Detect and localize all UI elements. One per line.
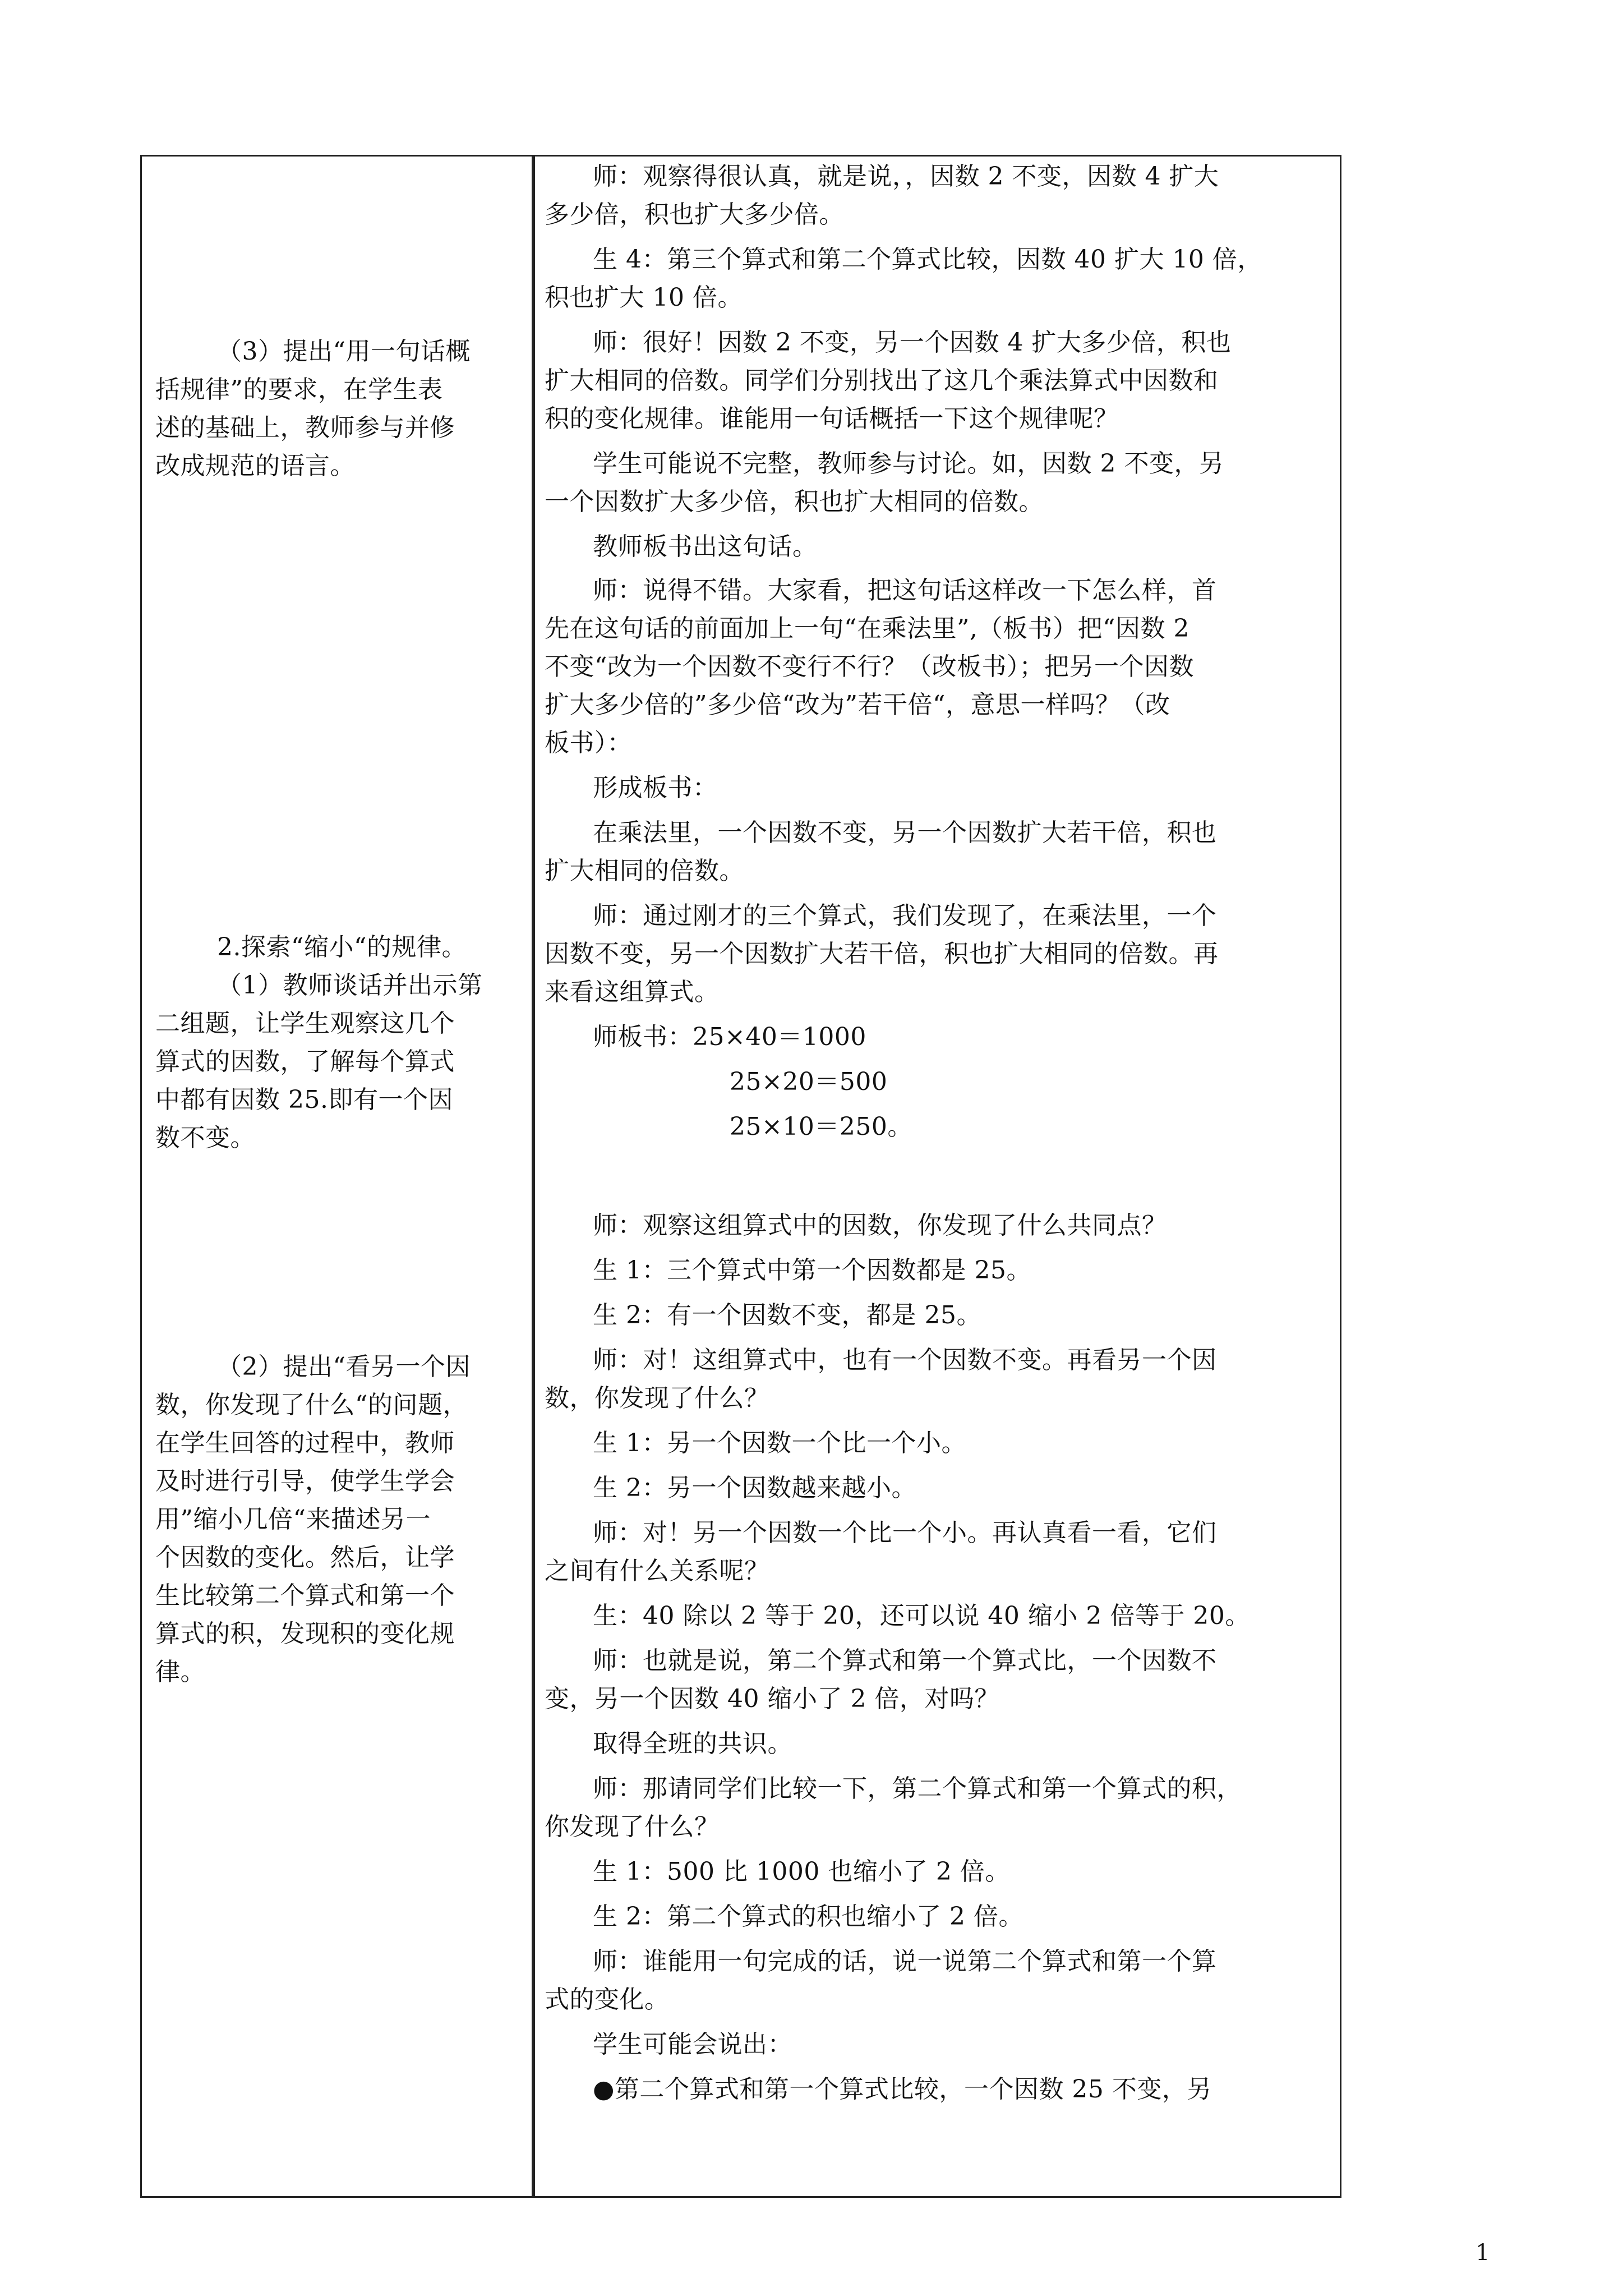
- left-text-line: 数不变。: [155, 1124, 255, 1152]
- right-text-line: 形成板书：: [593, 774, 718, 802]
- left-text-line: 生比较第二个算式和第一个: [155, 1581, 455, 1610]
- left-text-line: （3）提出“用一句话概: [217, 337, 471, 366]
- right-text-line: 一个因数扩大多少倍，积也扩大相同的倍数。: [545, 487, 1044, 516]
- right-text-line: 取得全班的共识。: [593, 1729, 792, 1758]
- teaching-process-column: [545, 157, 1335, 2196]
- right-text-line: 积也扩大 10 倍。: [545, 283, 743, 312]
- right-text-line: 师：说得不错。大家看，把这句话这样改一下怎么样，首: [593, 576, 1217, 605]
- right-text-line: 积的变化规律。谁能用一句话概括一下这个规律呢？: [545, 404, 1119, 433]
- right-text-line: 师：也就是说，第二个算式和第一个算式比，一个因数不: [593, 1646, 1217, 1675]
- right-text-line: ●第二个算式和第一个算式比较，一个因数 25 不变，另: [593, 2075, 1212, 2104]
- right-text-line: 师：很好！因数 2 不变，另一个因数 4 扩大多少倍，积也: [593, 328, 1232, 357]
- right-text-line: 师：那请同学们比较一下，第二个算式和第一个算式的积，: [593, 1774, 1242, 1803]
- left-text-line: 律。: [155, 1658, 205, 1686]
- left-text-line: 算式的因数，了解每个算式: [155, 1047, 455, 1076]
- right-text-line: 先在这句话的前面加上一句“在乘法里”,（板书）把“因数 2: [545, 614, 1189, 643]
- right-text-line: 不变“改为一个因数不变行不行？（改板书）；把另一个因数: [545, 652, 1194, 681]
- right-text-line: 学生可能说不完整，教师参与讨论。如，因数 2 不变，另: [593, 449, 1224, 478]
- board-writing-line: 25×20＝500: [730, 1068, 888, 1096]
- right-text-line: 之间有什么关系呢？: [545, 1557, 769, 1585]
- column-divider: [532, 157, 535, 2196]
- right-text-line: 式的变化。: [545, 1985, 670, 2014]
- right-text-line: 因数不变，另一个因数扩大若干倍，积也扩大相同的倍数。再: [545, 940, 1219, 968]
- left-text-line: 数，你发现了什么“的问题，: [155, 1391, 468, 1419]
- left-text-line: 算式的积，发现积的变化规: [155, 1619, 455, 1648]
- right-text-line: 扩大相同的倍数。同学们分别找出了这几个乘法算式中因数和: [545, 366, 1219, 395]
- board-writing-line: 师板书：25×40＝1000: [593, 1023, 866, 1051]
- right-text-line: 师：观察得很认真，就是说，，因数 2 不变，因数 4 扩大: [593, 162, 1219, 191]
- right-text-line: 数，你发现了什么？: [545, 1384, 769, 1412]
- board-writing-line: 25×10＝250。: [730, 1112, 912, 1141]
- right-text-line: 师：对！另一个因数一个比一个小。再认真看一看，它们: [593, 1519, 1217, 1547]
- right-text-line: 师：谁能用一句完成的话，说一说第二个算式和第一个算: [593, 1947, 1217, 1976]
- left-text-line: 中都有因数 25.即有一个因: [155, 1085, 453, 1114]
- right-text-line: 师：观察这组算式中的因数，你发现了什么共同点？: [593, 1211, 1167, 1240]
- left-text-line: 改成规范的语言。: [155, 452, 355, 480]
- right-text-line: 学生可能会说出：: [593, 2030, 792, 2059]
- right-text-line: 来看这组算式。: [545, 978, 720, 1006]
- right-text-line: 生 4：第三个算式和第二个算式比较，因数 40 扩大 10 倍，: [593, 245, 1262, 274]
- left-text-line: 用”缩小几倍“来描述另一: [155, 1505, 431, 1534]
- right-text-line: 板书）：: [545, 729, 632, 757]
- right-text-line: 生 2：第二个算式的积也缩小了 2 倍。: [593, 1902, 1023, 1931]
- right-text-line: 生 2：另一个因数越来越小。: [593, 1474, 916, 1502]
- right-text-line: 在乘法里，一个因数不变，另一个因数扩大若干倍，积也: [593, 818, 1217, 847]
- right-text-line: 扩大多少倍的”多少倍“改为”若干倍“，意思一样吗？（改: [545, 691, 1170, 719]
- left-text-line: 述的基础上，教师参与并修: [155, 413, 455, 442]
- left-text-line: 括规律”的要求，在学生表: [155, 375, 443, 404]
- left-text-line: 个因数的变化。然后，让学: [155, 1543, 455, 1572]
- right-text-line: 生 2：有一个因数不变，都是 25。: [593, 1301, 981, 1329]
- right-text-line: 师：通过刚才的三个算式，我们发现了，在乘法里，一个: [593, 901, 1217, 930]
- right-text-line: 扩大相同的倍数。: [545, 857, 744, 885]
- right-text-line: 师：对！这组算式中，也有一个因数不变。再看另一个因: [593, 1346, 1217, 1374]
- right-text-line: 教师板书出这句话。: [593, 532, 818, 561]
- right-text-line: 你发现了什么？: [545, 1812, 720, 1841]
- right-text-line: 变，另一个因数 40 缩小了 2 倍，对吗？: [545, 1685, 999, 1713]
- lesson-table: [140, 155, 1341, 2198]
- page-number: 1: [1476, 2240, 1490, 2266]
- left-text-line: 及时进行引导，使学生学会: [155, 1467, 455, 1496]
- right-text-line: 多少倍，积也扩大多少倍。: [545, 200, 844, 229]
- right-text-line: 生 1：500 比 1000 也缩小了 2 倍。: [593, 1857, 1010, 1886]
- left-text-line: 在学生回答的过程中，教师: [155, 1429, 455, 1457]
- design-intent-column: [155, 157, 523, 2196]
- left-text-line: 二组题，让学生观察这几个: [155, 1009, 455, 1038]
- right-text-line: 生 1：另一个因数一个比一个小。: [593, 1429, 966, 1457]
- left-text-line: 2.探索“缩小“的规律。: [217, 933, 467, 961]
- right-text-line: 生：40 除以 2 等于 20，还可以说 40 缩小 2 倍等于 20。: [593, 1602, 1250, 1630]
- left-text-line: （1）教师谈话并出示第: [217, 971, 483, 1000]
- right-text-line: 生 1：三个算式中第一个因数都是 25。: [593, 1256, 1031, 1285]
- left-text-line: （2）提出“看另一个因: [217, 1352, 471, 1381]
